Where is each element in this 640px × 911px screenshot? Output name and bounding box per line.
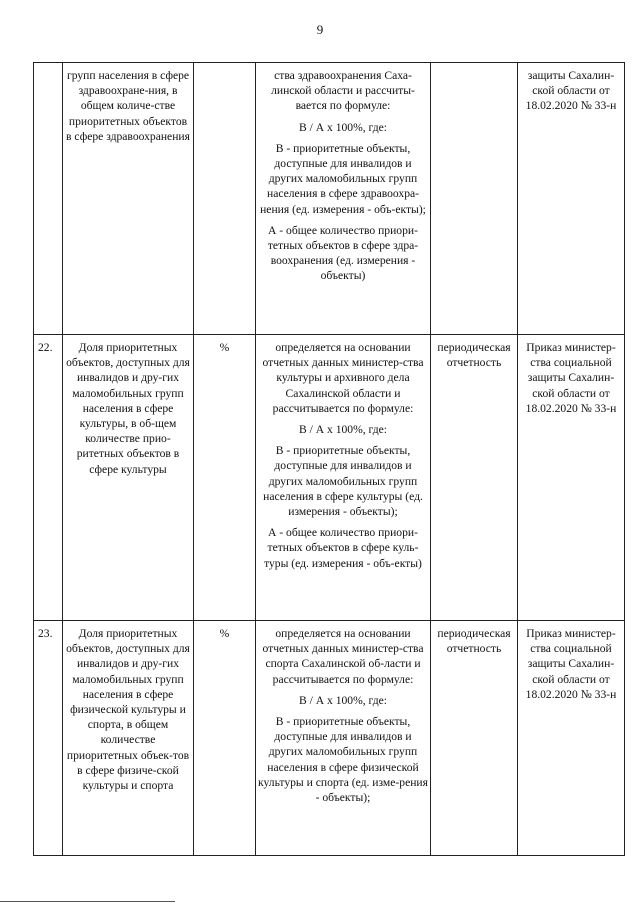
- formula-text: В - приоритетные объекты, доступные для инвалидов и других маломобильных групп населения в сфере культуры (ед. измерения - объекты);: [263, 444, 423, 519]
- source-cell: Приказ министер-ства социальной защиты Сахалин-ской области от 18.02.2020 № 33-н: [518, 621, 625, 856]
- row-number-cell: 23.: [34, 621, 63, 856]
- unit-cell: [194, 63, 256, 335]
- unit-cell: %: [194, 621, 256, 856]
- indicator-cell: групп населения в сфере здравоохране-ния, в общем количе-стве приоритетных объектов в сфере здравоохранения: [63, 63, 194, 335]
- periodicity-cell: периодическая отчетность: [431, 621, 518, 856]
- table-row: [34, 335, 625, 621]
- source-cell: защиты Сахалин-ской области от 18.02.2020 № 33-н: [518, 63, 625, 335]
- unit-cell: %: [194, 335, 256, 621]
- formula-text: определяется на основании отчетных данных министер-ства культуры и архивного дела Сахалинской области и рассчитывается по формуле:: [262, 341, 424, 415]
- indicator-cell: Доля приоритетных объектов, доступных для инвалидов и дру-гих маломобильных групп населения в сфере культуры, в об-щем количестве прио-ритетных объектов в сфере культуры: [63, 335, 194, 621]
- table-row: [34, 63, 625, 335]
- source-cell: Приказ министер-ства социальной защиты Сахалин-ской области от 18.02.2020 № 33-н: [518, 335, 625, 621]
- periodicity-cell: периодическая отчетность: [431, 335, 518, 621]
- indicators-table: [33, 62, 625, 856]
- formula-text: В / А х 100%, где:: [298, 423, 387, 437]
- formula-text: А - общее количество приори-тетных объектов в сфере куль-туры (ед. измерения - объ-екты): [264, 526, 422, 570]
- bottom-divider: [0, 901, 175, 902]
- formula-text: ства здравоохранения Саха-линской области и рассчиты-вается по формуле:: [271, 69, 415, 113]
- formula-text: В / А х 100%, где:: [298, 120, 387, 134]
- formula-text: А - общее количество приори-тетных объектов в сфере здра-воохранения (ед. измерения - объекты): [267, 223, 419, 283]
- row-number-cell: [34, 63, 63, 335]
- formula-cell: [256, 63, 431, 335]
- formula-cell: [256, 335, 431, 621]
- formula-text: В / А х 100%, где:: [298, 693, 387, 707]
- page-number: 9: [316, 22, 324, 37]
- indicator-cell: Доля приоритетных объектов, доступных для инвалидов и дру-гих маломобильных групп населения в сфере физической культуры и спорта, в общем количестве приоритетных объек-тов в сфере физиче-ской культуры и спорта: [63, 621, 194, 856]
- formula-text: В - приоритетные объекты, доступные для инвалидов и других маломобильных групп населения в сфере физической культуры и спорта (ед. изме-рения - объекты);: [258, 715, 428, 805]
- row-number-cell: 22.: [34, 335, 63, 621]
- periodicity-cell: [431, 63, 518, 335]
- formula-cell: [256, 621, 431, 856]
- table-row: [34, 621, 625, 856]
- formula-text: определяется на основании отчетных данных министер-ства спорта Сахалинской об-ласти и рассчитывается по формуле:: [262, 627, 424, 686]
- formula-text: В - приоритетные объекты, доступные для инвалидов и других маломобильных групп населения в сфере здравоохра-нения (ед. измерения - объ-екты);: [260, 141, 426, 216]
